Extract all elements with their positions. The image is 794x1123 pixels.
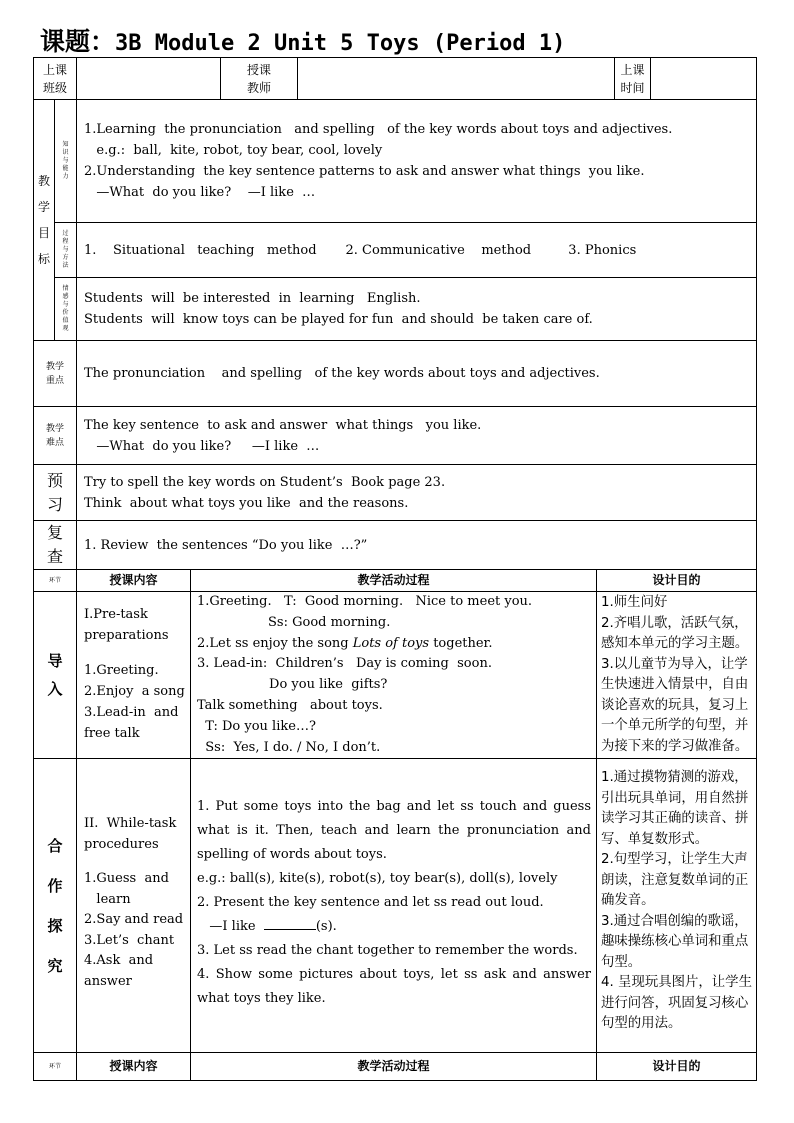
review-row <box>34 521 757 570</box>
footer-header-content: 授课内容 <box>77 1053 191 1081</box>
footer-header-row <box>34 1053 757 1081</box>
header-row <box>34 58 757 100</box>
process-header-purpose: 设计目的 <box>597 570 757 592</box>
while-task-content: II. While-task procedures 1.Guess and learn 2.Say and read 3.Let’s chant 4.Ask and answer <box>77 759 191 1053</box>
process-content: 1. Situational teaching method 2. Communicative method 3. Phonics <box>77 223 757 278</box>
footer-header-activity: 教学活动过程 <box>191 1053 597 1081</box>
objectives-label: 教 学 目 标 <box>34 100 55 341</box>
footer-header-step: 环节 <box>34 1053 77 1081</box>
preview-row <box>34 465 757 521</box>
key-point-label: 教学 重点 <box>34 341 77 407</box>
lead-in-content: I.Pre-task preparations 1.Greeting. 2.Enjoy a song 3.Lead-in and free talk <box>77 592 191 759</box>
teacher-label: 授课 教师 <box>221 58 298 100</box>
process-header-row <box>34 570 757 592</box>
blank-line <box>264 917 316 930</box>
objectives-emotion-row <box>34 278 757 341</box>
lesson-plan-table <box>33 57 757 1081</box>
lesson-title <box>40 22 565 58</box>
lead-in-row <box>34 592 757 759</box>
review-label: 复 查 <box>34 521 77 570</box>
footer-header-purpose: 设计目的 <box>597 1053 757 1081</box>
lead-in-label: 导 入 <box>34 592 77 759</box>
key-point-row <box>34 341 757 407</box>
emotion-label: 情感与价值观 <box>55 278 77 341</box>
while-task-label: 合 作 探 究 <box>34 759 77 1053</box>
preview-content: Try to spell the key words on Student’s Book page 23. Think about what toys you like and the reasons. <box>77 465 757 521</box>
process-header-content: 授课内容 <box>77 570 191 592</box>
difficult-point-row <box>34 407 757 465</box>
while-task-purpose: 1.通过摸物猜测的游戏，引出玩具单词，用自然拼读学习其正确的读音、拼写、单复数形式。 2.句型学习，让学生大声朗读，注意复数单词的正确发音。 3.通过合唱创编的歌谣，趣味操练核心单词和重点句型。 4. 呈现玩具图片，让学生进行问答，巩固复习核心句型的用法。 <box>597 759 757 1053</box>
title-text: 3B Module 2 Unit 5 Toys (Period 1) <box>115 31 566 56</box>
preview-label: 预 习 <box>34 465 77 521</box>
emotion-content: Students will be interested in learning English. Students will know toys can be played for fun and should be taken care of. <box>77 278 757 341</box>
knowledge-label: 知识与能力 <box>55 100 77 223</box>
lead-in-activity: 1.Greeting. T: Good morning. Nice to meet you. Ss: Good morning. 2.Let ss enjoy the song Lots of toys together. 3. Lead-in: Children’s Day is coming soon. Do you like gifts? Talk something about toys. T: Do you like…? Ss: Yes, I do. / No, I don’t. <box>191 592 597 759</box>
objectives-process-row <box>34 223 757 278</box>
song-title: Lots of toys <box>352 635 430 651</box>
title-prefix: 课题： <box>40 27 116 56</box>
while-task-activity: 1. Put some toys into the bag and let ss touch and guess what is it. Then, teach and learn the pronunciation and spelling of words about toys. e.g.: ball(s), kite(s), robot(s), toy bear(s), doll(s), lovely 2. Present the key sentence and let ss read out loud. —I like (s). 3. Let ss read the chant together to remember the words. 4. Show some pictures about toys, let ss ask and answer what toys they like. <box>191 759 597 1053</box>
while-task-row <box>34 759 757 1053</box>
process-header-step: 环节 <box>34 570 77 592</box>
time-label: 上课 时间 <box>615 58 651 100</box>
teacher-value[interactable] <box>298 58 615 100</box>
time-value[interactable] <box>651 58 757 100</box>
class-value[interactable] <box>77 58 221 100</box>
process-label: 过程与方法 <box>55 223 77 278</box>
process-header-activity: 教学活动过程 <box>191 570 597 592</box>
difficult-point-content: The key sentence to ask and answer what things you like. —What do you like? —I like … <box>77 407 757 465</box>
lead-in-purpose: 1.师生问好 2.齐唱儿歌，活跃气氛，感知本单元的学习主题。 3.以儿童节为导入，让学生快速进入情景中，自由谈论喜欢的玩具，复习上一个单元所学的句型，并为接下来的学习做准备。 <box>597 592 757 759</box>
class-label: 上课 班级 <box>34 58 77 100</box>
difficult-point-label: 教学 难点 <box>34 407 77 465</box>
objectives-knowledge-row <box>34 100 757 223</box>
review-content: 1. Review the sentences “Do you like …?” <box>77 521 757 570</box>
knowledge-content: 1.Learning the pronunciation and spelling of the key words about toys and adjectives. e.g.: ball, kite, robot, toy bear, cool, lovely 2.Understanding the key sentence patterns to ask and answer what things you like. —What do you like? —I like … <box>77 100 757 223</box>
key-point-content: The pronunciation and spelling of the key words about toys and adjectives. <box>77 341 757 407</box>
